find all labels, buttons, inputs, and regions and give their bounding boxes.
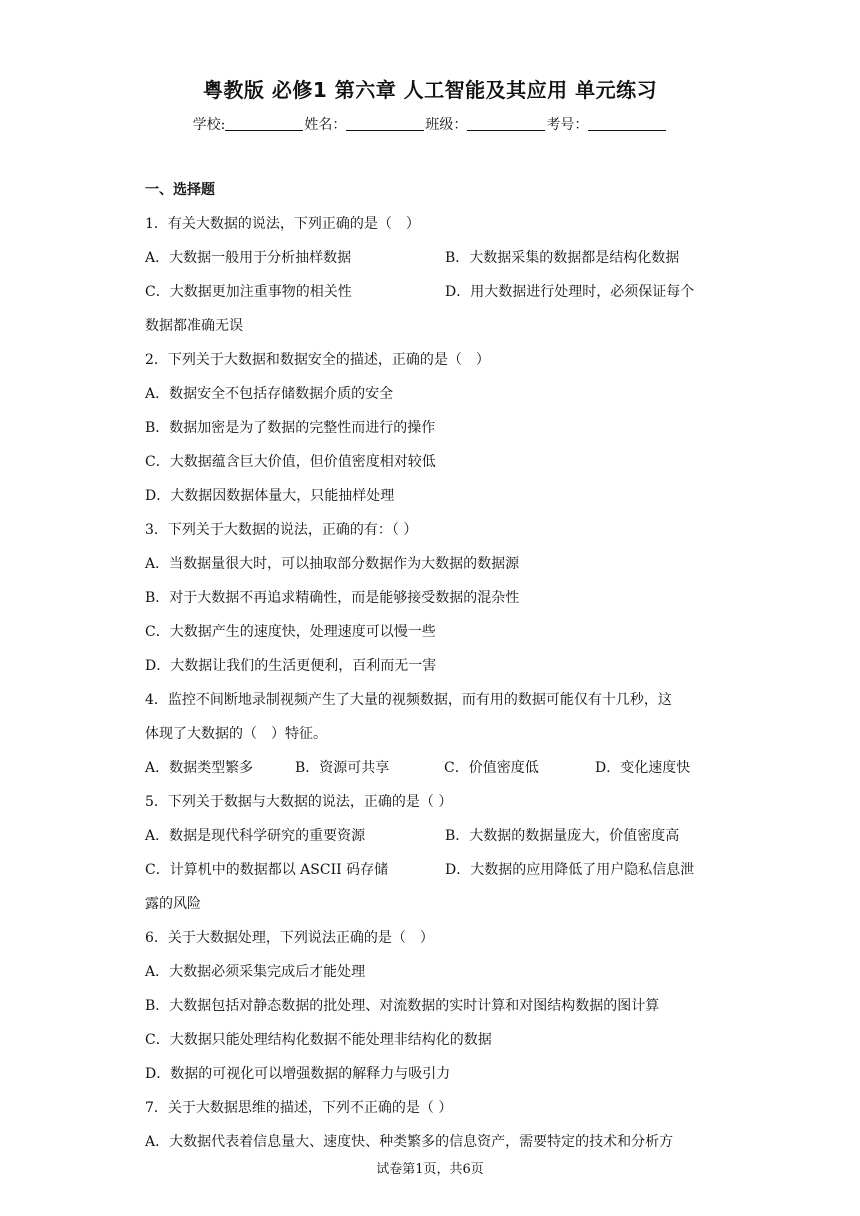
question-3-stem: 3．下列关于大数据的说法，正确的有：（ ） [145, 522, 418, 538]
question-6-stem: 6．关于大数据处理，下列说法正确的是（ ） [145, 930, 434, 946]
question-1-stem: 1．有关大数据的说法，下列正确的是（ ） [145, 216, 420, 232]
question-4-option-b: B．资源可共享 [295, 760, 390, 776]
school-blank[interactable] [225, 116, 303, 131]
question-2-option-c: C．大数据蕴含巨大价值，但价值密度相对较低 [145, 454, 436, 470]
question-2-option-d: D．大数据因数据体量大，只能抽样处理 [145, 488, 395, 504]
page-footer: 试卷第1页，共6页 [376, 1162, 484, 1177]
question-1-option-d-continued: 数据都准确无误 [145, 318, 243, 334]
question-5-option-c: C．计算机中的数据都以 ASCII 码存储 [145, 862, 389, 878]
question-2-stem: 2．下列关于大数据和数据安全的描述，正确的是（ ） [145, 352, 490, 368]
question-5-option-b: B．大数据的数据量庞大，价值密度高 [445, 828, 680, 844]
question-1-option-a: A．大数据一般用于分析抽样数据 [145, 250, 352, 266]
school-label: 学校: [192, 117, 226, 133]
question-5-stem: 5．下列关于数据与大数据的说法，正确的是（ ） [145, 794, 453, 810]
section-title: 一、选择题 [145, 182, 215, 198]
question-3-option-b: B．对于大数据不再追求精确性，而是能够接受数据的混杂性 [145, 590, 520, 606]
question-6-option-a: A．大数据必须采集完成后才能处理 [145, 964, 366, 980]
question-3-option-d: D．大数据让我们的生活更便利，百利而无一害 [145, 658, 437, 674]
page-title: 粤教版 必修1 第六章 人工智能及其应用 单元练习 [202, 78, 658, 102]
question-4-stem: 4．监控不间断地录制视频产生了大量的视频数据，而有用的数据可能仅有十几秒，这 [145, 692, 672, 708]
question-list [145, 180, 725, 1166]
question-4-options [145, 758, 725, 792]
exam-number-blank[interactable] [588, 116, 666, 131]
class-label: 班级： [425, 117, 468, 133]
question-4-option-d: D．变化速度快 [595, 760, 691, 776]
name-blank[interactable] [346, 116, 424, 131]
class-blank[interactable] [467, 116, 545, 131]
question-2-option-a: A．数据安全不包括存储数据介质的安全 [145, 386, 394, 402]
question-5-options-row2 [145, 860, 725, 894]
question-3-option-a: A．当数据量很大时，可以抽取部分数据作为大数据的数据源 [145, 556, 520, 572]
question-4-stem-continued: 体现了大数据的（ ）特征。 [145, 726, 327, 742]
student-info-line [0, 114, 860, 134]
question-2-option-b: B．数据加密是为了数据的完整性而进行的操作 [145, 420, 436, 436]
question-3-option-c: C．大数据产生的速度快，处理速度可以慢一些 [145, 624, 436, 640]
question-5-option-d: D．大数据的应用降低了用户隐私信息泄 [445, 862, 695, 878]
question-7-option-a: A．大数据代表着信息量大、速度快、种类繁多的信息资产，需要特定的技术和分析方 [145, 1134, 674, 1150]
question-4-option-c: C．价值密度低 [444, 760, 539, 776]
question-1-option-b: B．大数据采集的数据都是结构化数据 [445, 250, 680, 266]
question-5-option-d-continued: 露的风险 [145, 896, 201, 912]
question-1-options-row2 [145, 282, 725, 316]
question-5-options-row1 [145, 826, 725, 860]
question-5-option-a: A．数据是现代科学研究的重要资源 [145, 828, 366, 844]
question-7-stem: 7．关于大数据思维的描述，下列不正确的是（ ） [145, 1100, 453, 1116]
question-6-option-d: D．数据的可视化可以增强数据的解释力与吸引力 [145, 1066, 451, 1082]
question-6-option-b: B．大数据包括对静态数据的批处理、对流数据的实时计算和对图结构数据的图计算 [145, 998, 660, 1014]
question-1-option-c: C．大数据更加注重事物的相关性 [145, 284, 352, 300]
question-6-option-c: C．大数据只能处理结构化数据不能处理非结构化的数据 [145, 1032, 492, 1048]
exam-number-label: 考号： [546, 117, 589, 133]
question-1-options-row1 [145, 248, 725, 282]
name-label: 姓名： [304, 117, 347, 133]
question-1-option-d: D．用大数据进行处理时，必须保证每个 [445, 284, 695, 300]
question-4-option-a: A．数据类型繁多 [145, 760, 254, 776]
